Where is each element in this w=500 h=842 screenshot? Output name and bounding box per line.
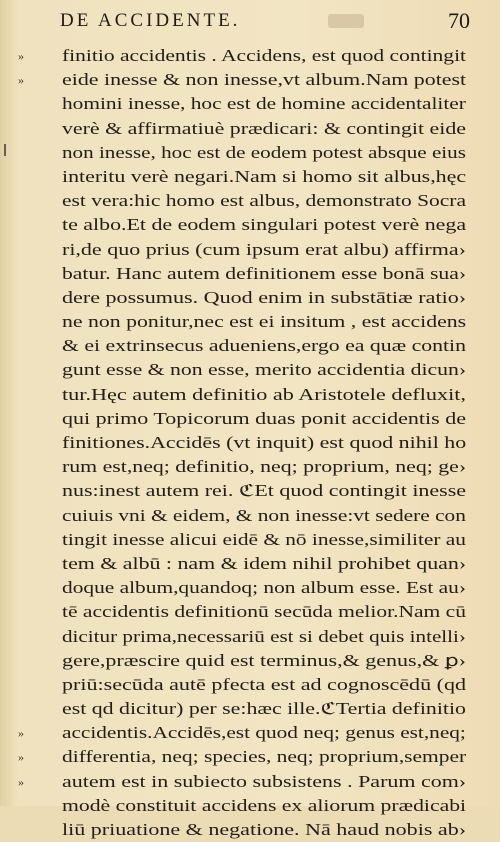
line-text: est qd dicitur) per se:hæc ille.ℭTertia definitio [62,699,466,719]
margin-marker: » [18,49,23,63]
text-line [18,68,467,92]
line-text: gunt esse & non esse, merito accidentia dicun› [62,360,467,380]
line-text: eide inesse & non inesse,vt album.Nam potest [62,70,467,90]
text-line [62,552,467,576]
line-text: cuiuis vni & eidem, & non inesse:vt sedere con [62,505,466,525]
line-text: interitu verè negari.Nam si homo sit albus,hęc [62,166,467,186]
line-text: priū:secūda autē pfecta est ad cognoscēdū (qd [62,674,467,694]
text-line [62,165,467,189]
text-line [18,721,467,745]
ink-smudge [328,14,364,28]
margin-marker: » [18,750,23,765]
text-line [62,649,467,673]
line-text: nus:inest autem rei. ℭEt quod contingit inesse [62,481,467,501]
text-line [62,673,467,697]
line-text: finitio accidentis . Accidens, est quod contingit [62,46,467,65]
text-line [62,262,467,286]
line-text: dicitur prima,necessariū est si debet quis intelli› [62,626,466,646]
margin-mark [4,144,6,156]
line-text: est vera:hic homo est albus, demonstrato Socra [62,191,467,211]
line-text: tingit inesse alicui eidē & nō inesse,similiter au [62,529,466,549]
page-number: 70 [448,8,470,33]
text-line [18,44,467,68]
text-line [62,528,467,552]
margin-marker: » [18,73,23,88]
text-line [62,600,467,624]
text-line [62,697,467,721]
text-line [62,576,467,600]
line-text: verè & affirmatiuè prædicari: & contingit eide [62,118,466,138]
text-line [62,431,467,455]
line-text: & ei extrinsecus adueniens,ergo ea quæ contin [62,336,466,356]
text-line [18,770,467,794]
line-text: ne non ponitur,nec est ei insitum , est accidens [62,312,467,332]
text-line [62,213,467,237]
text-line [62,625,467,649]
line-text: te albo.Et de eodem singulari potest verè nega [62,215,467,235]
text-line [62,407,467,431]
line-text: autem est in subiecto subsistens . Parum com› [62,771,467,791]
line-text: liū priuatione & negatione. Nā haud nobis ab› [62,820,467,839]
text-line [62,141,467,165]
text-line [62,479,467,503]
text-line [62,383,467,407]
line-text: qui primo Topicorum duas ponit accidentis de [62,408,466,428]
line-text: differentia, neq; species, neq; proprium,semper [62,747,467,767]
text-block [18,44,467,842]
text-line [62,818,467,842]
line-text: tem & albū : nam & idem nihil prohibet quan› [62,553,467,573]
line-text: tē accidentis definitionū secūda melior.Nam cū [62,602,466,622]
text-line [18,745,467,769]
line-text: non inesse, hoc est de eodem potest absque eius [62,142,466,162]
line-text: rum est,neq; definitio, neq; proprium, neq; ge› [62,457,467,477]
text-line [62,455,467,479]
line-text: homini inesse, hoc est de homine accidentaliter [62,94,466,114]
line-text: doque album,quandoq; non album esse. Est au› [62,578,466,598]
line-text: modè constituit accidens ex aliorum prædicabi [62,795,467,815]
text-line [62,504,467,528]
line-text: dere possumus. Quod enim in substātiæ ratio› [62,287,467,307]
line-text: gere,præscire quid est terminus,& genus,& ꝑ› [62,650,467,670]
text-line [62,334,467,358]
margin-marker: » [18,726,23,741]
running-head: DE ACCIDENTE. [60,10,241,31]
line-text: ri,de quo prius (cum ipsum erat albu) affirma› [62,239,466,259]
line-text: finitiones.Accidēs (vt inquit) est quod nihil ho [62,433,467,452]
line-text: accidentis.Accidēs,est quod neq; genus est,neq; [62,723,466,743]
text-line [62,189,467,213]
line-text: tur.Hęc autem definitio ab Aristotele defluxit, [62,384,466,404]
text-line [62,238,467,262]
text-line [62,310,467,334]
text-line [62,358,467,382]
text-line [62,794,467,818]
text-line [62,92,467,116]
margin-marker: » [18,774,23,789]
text-line [62,286,467,310]
page-header [60,6,470,36]
line-text: batur. Hanc autem definitionem esse bonā sua› [62,263,467,283]
text-line [62,117,467,141]
